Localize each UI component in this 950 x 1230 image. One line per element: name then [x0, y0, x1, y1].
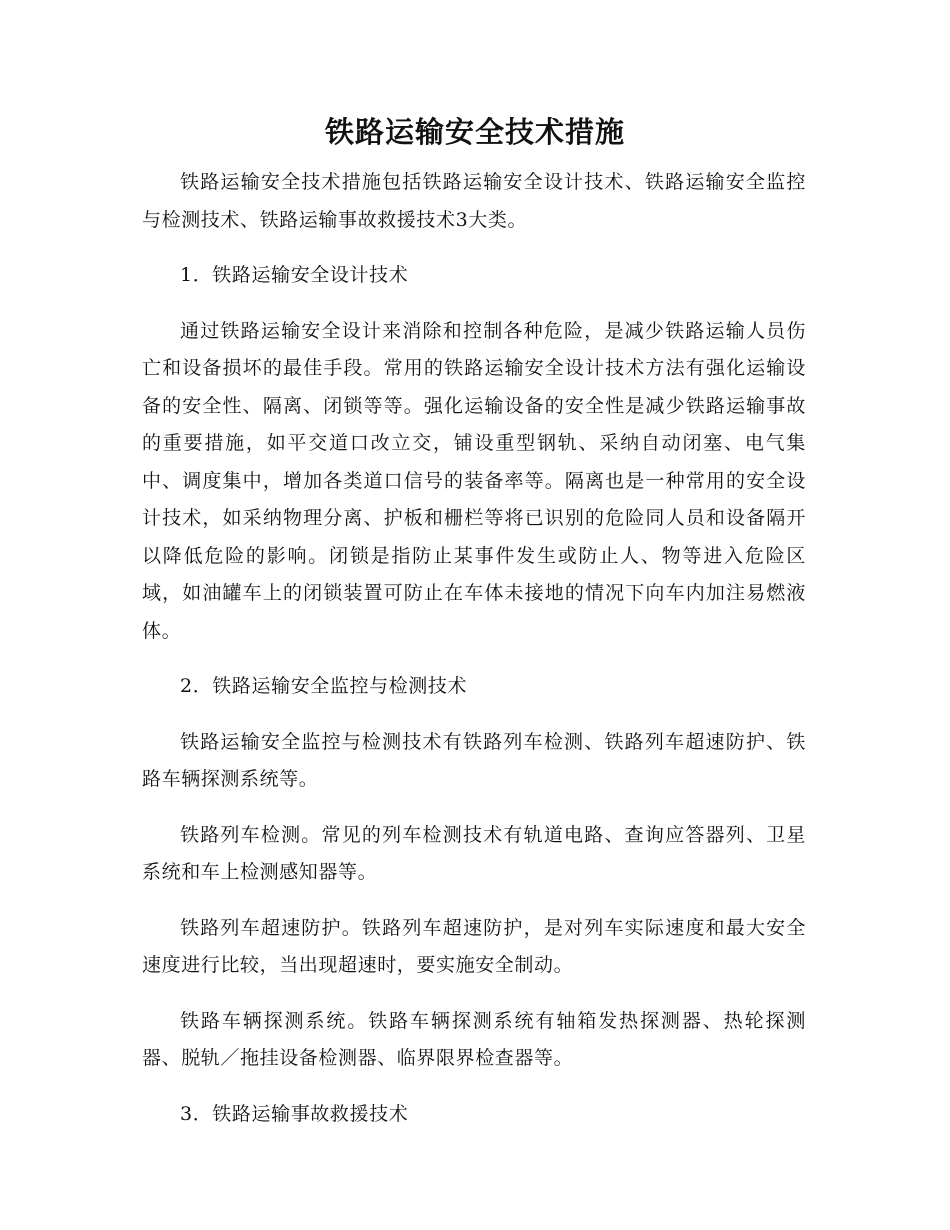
- section-1-heading: 1．铁路运输安全设计技术: [180, 264, 409, 286]
- section-2-heading: 2．铁路运输安全监控与检测技术: [180, 675, 468, 697]
- document-title: 铁路运输安全技术措施: [324, 115, 625, 149]
- section-3-heading: 3．铁路运输事故救援技术: [180, 1102, 409, 1125]
- intro-paragraph: 铁路运输安全技术措施包括铁路运输安全设计技术、铁路运输安全监控与检测技术、铁路运输事故救援技术3大类。: [142, 171, 806, 231]
- section-2-paragraph-3: 铁路列车超速防护。铁路列车超速防护，是对列车实际速度和最大安全速度进行比较，当出现超速时，要实施安全制动。: [142, 916, 806, 976]
- section-2-paragraph-2: 铁路列车检测。常见的列车检测技术有轨道电路、查询应答器列、卫星系统和车上检测感知器等。: [142, 823, 806, 883]
- section-2-paragraph-1: 铁路运输安全监控与检测技术有铁路列车检测、铁路列车超速防护、铁路车辆探测系统等。: [142, 730, 806, 790]
- section-2-paragraph-4: 铁路车辆探测系统。铁路车辆探测系统有轴箱发热探测器、热轮探测器、脱轨／拖挂设备检测器、临界限界检查器等。: [142, 1009, 806, 1069]
- document-body: [142, 164, 806, 1151]
- section-1-paragraph: 通过铁路运输安全设计来消除和控制各种危险，是减少铁路运输人员伤亡和设备损坏的最佳手段。常用的铁路运输安全设计技术方法有强化运输设备的安全性、隔离、闭锁等等。强化运输设备的安全性是减少铁路运输事故的重要措施，如平交道口改立交，铺设重型钢轨、采纳自动闭塞、电气集中、调度集中，增加各类道口信号的装备率等。隔离也是一种常用的安全设计技术，如采纳物理分离、护板和栅栏等将已识别的危险同人员和设备隔开以降低危险的影响。闭锁是指防止某事件发生或防止人、物等进入危险区域，如油罐车上的闭锁装置可防止在车体未接地的情况下向车内加注易燃液体。: [142, 319, 806, 642]
